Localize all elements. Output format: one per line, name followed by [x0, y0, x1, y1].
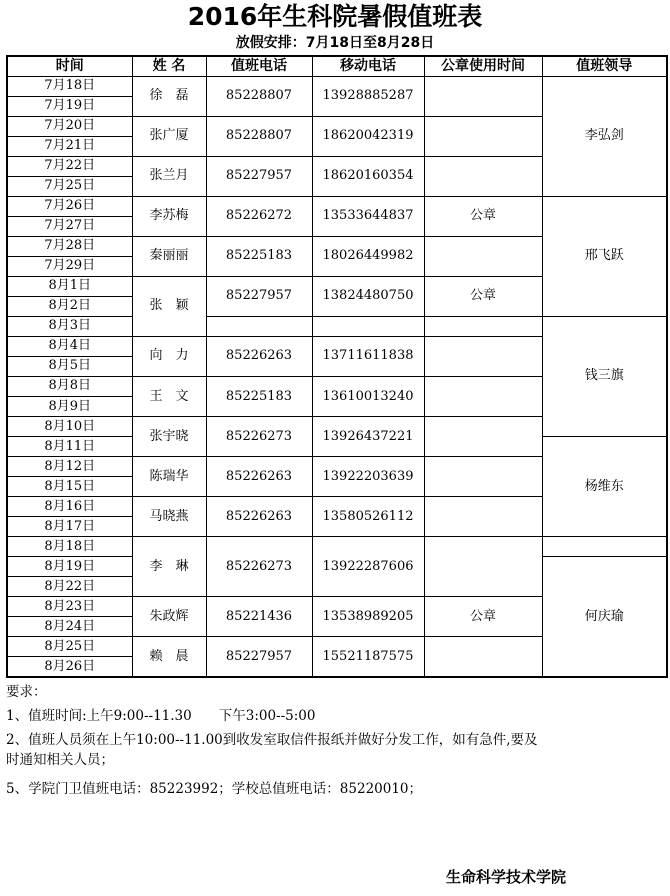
- staff-office-phone: 85228807: [206, 76, 312, 116]
- staff-name: 向 力: [132, 336, 206, 376]
- duty-table: [6, 55, 668, 678]
- requirement-item-5: 5、学院门卫值班电话：85223992；学校总值班电话：85220010；: [6, 781, 423, 797]
- seal-cell: [424, 156, 542, 196]
- staff-mobile: 13610013240: [312, 376, 424, 416]
- staff-name: 王 文: [132, 376, 206, 416]
- staff-mobile: 13928885287: [312, 76, 424, 116]
- date-cell: 8月26日: [7, 657, 132, 677]
- date-cell: 8月25日: [7, 637, 132, 657]
- staff-name: 徐 磊: [132, 76, 206, 116]
- date-cell: 8月2日: [7, 296, 132, 316]
- staff-mobile: 13926437221: [312, 417, 424, 457]
- staff-mobile: 13922203639: [312, 457, 424, 497]
- staff-office-phone: 85226263: [206, 336, 312, 376]
- staff-office-phone: 85225183: [206, 236, 312, 276]
- date-cell: 8月16日: [7, 497, 132, 517]
- staff-office-phone: 85226273: [206, 417, 312, 457]
- staff-office-phone: 85227957: [206, 276, 312, 316]
- header-seal-time: 公章使用时间: [424, 56, 542, 76]
- requirement-item-1: 1、值班时间:上午9:00--11.30 下午3:00--5:00: [6, 708, 316, 724]
- header-leader: 值班领导: [542, 56, 667, 76]
- staff-mobile: 13538989205: [312, 597, 424, 637]
- header-time: 时间: [7, 56, 132, 76]
- table-header-row: [7, 56, 667, 76]
- date-cell: 8月1日: [7, 276, 132, 296]
- leader-cell: 邢飞跃: [542, 196, 667, 316]
- staff-mobile: 15521187575: [312, 637, 424, 677]
- date-cell: 8月8日: [7, 376, 132, 396]
- date-cell: 7月25日: [7, 176, 132, 196]
- date-cell: 8月5日: [7, 356, 132, 376]
- seal-cell: [424, 417, 542, 457]
- header-name: 姓 名: [132, 56, 206, 76]
- empty-cell: [424, 316, 542, 336]
- staff-name: 张 颖: [132, 276, 206, 336]
- date-cell: 7月22日: [7, 156, 132, 176]
- staff-name: 张广厦: [132, 116, 206, 156]
- staff-office-phone: 85227957: [206, 637, 312, 677]
- staff-office-phone: 85228807: [206, 116, 312, 156]
- staff-office-phone: 85226263: [206, 457, 312, 497]
- empty-cell: [206, 316, 312, 336]
- staff-mobile: 18620042319: [312, 116, 424, 156]
- staff-name: 陈瑞华: [132, 457, 206, 497]
- seal-cell: [424, 457, 542, 497]
- date-cell: 8月17日: [7, 517, 132, 537]
- requirement-item-2-line-2: 时通知相关人员；: [6, 752, 114, 768]
- staff-mobile: 13533644837: [312, 196, 424, 236]
- staff-office-phone: 85225183: [206, 376, 312, 416]
- staff-name: 张兰月: [132, 156, 206, 196]
- staff-office-phone: 85221436: [206, 597, 312, 637]
- leader-cell: 杨维东: [542, 437, 667, 537]
- staff-mobile: 13824480750: [312, 276, 424, 316]
- seal-cell: 公章: [424, 276, 542, 316]
- date-cell: 8月19日: [7, 557, 132, 577]
- staff-name: 秦丽丽: [132, 236, 206, 276]
- staff-mobile: 13580526112: [312, 497, 424, 537]
- date-cell: 7月26日: [7, 196, 132, 216]
- date-cell: 8月18日: [7, 537, 132, 557]
- seal-cell: [424, 116, 542, 156]
- staff-office-phone: 85227957: [206, 156, 312, 196]
- date-cell: 7月21日: [7, 136, 132, 156]
- staff-mobile: 13711611838: [312, 336, 424, 376]
- staff-name: 李 琳: [132, 537, 206, 597]
- staff-name: 张宇晓: [132, 417, 206, 457]
- staff-office-phone: 85226263: [206, 497, 312, 537]
- table-row: [7, 537, 667, 557]
- requirements-heading: 要求：: [6, 684, 47, 700]
- header-office-phone: 值班电话: [206, 56, 312, 76]
- seal-cell: [424, 236, 542, 276]
- date-cell: 8月12日: [7, 457, 132, 477]
- date-cell: 7月28日: [7, 236, 132, 256]
- date-cell: 7月29日: [7, 256, 132, 276]
- staff-name: 马晓燕: [132, 497, 206, 537]
- date-cell: 8月23日: [7, 597, 132, 617]
- staff-mobile: 18026449982: [312, 236, 424, 276]
- header-mobile: 移动电话: [312, 56, 424, 76]
- staff-name: 赖 晨: [132, 637, 206, 677]
- date-cell: 8月4日: [7, 336, 132, 356]
- date-cell: 8月11日: [7, 437, 132, 457]
- table-row: [7, 76, 667, 96]
- date-cell: 8月3日: [7, 316, 132, 336]
- date-cell: 8月9日: [7, 397, 132, 417]
- seal-cell: [424, 376, 542, 416]
- leader-cell: 何庆瑜: [542, 557, 667, 677]
- seal-cell: [424, 637, 542, 677]
- seal-cell: [424, 497, 542, 537]
- date-cell: 8月22日: [7, 577, 132, 597]
- seal-cell: [424, 537, 542, 597]
- table-row: [7, 316, 667, 336]
- table-row: [7, 196, 667, 216]
- seal-cell: 公章: [424, 196, 542, 236]
- staff-mobile: 13922287606: [312, 537, 424, 597]
- staff-mobile: 18620160354: [312, 156, 424, 196]
- date-cell: 8月15日: [7, 477, 132, 497]
- date-cell: 7月20日: [7, 116, 132, 136]
- seal-cell: 公章: [424, 597, 542, 637]
- requirement-item-2-line-1: 2、值班人员须在上午10:00--11.00到收发室取信件报纸并做好分发工作，如有急件,要及: [6, 732, 538, 748]
- staff-office-phone: 85226272: [206, 196, 312, 236]
- staff-name: 李苏梅: [132, 196, 206, 236]
- leader-cell: 李弘剑: [542, 76, 667, 196]
- leader-cell: 钱三旗: [542, 316, 667, 436]
- staff-office-phone: 85226273: [206, 537, 312, 597]
- staff-name: 朱政辉: [132, 597, 206, 637]
- date-cell: 7月19日: [7, 96, 132, 116]
- seal-cell: [424, 336, 542, 376]
- page-title: 2016年生科院暑假值班表: [187, 2, 483, 31]
- date-cell: 7月18日: [7, 76, 132, 96]
- footer-school-name: 生命科学技术学院: [446, 868, 567, 886]
- page-subtitle: 放假安排：7月18日至8月28日: [235, 35, 435, 51]
- date-cell: 8月24日: [7, 617, 132, 637]
- seal-cell: [424, 76, 542, 116]
- date-cell: 7月27日: [7, 216, 132, 236]
- empty-cell: [312, 316, 424, 336]
- date-cell: 8月10日: [7, 417, 132, 437]
